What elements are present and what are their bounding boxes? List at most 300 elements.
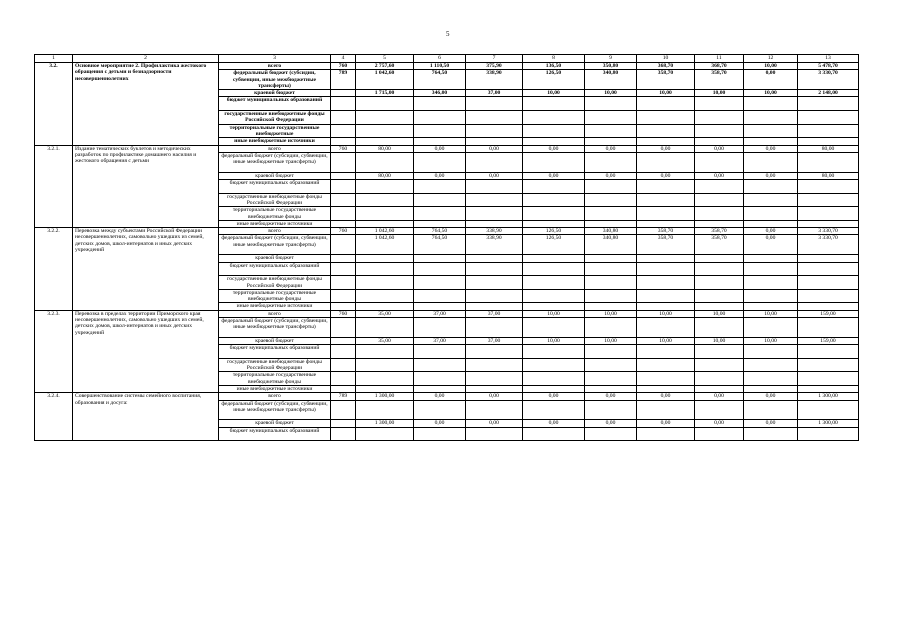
amount-cell: 2 148,00 [798,90,859,97]
funding-source: бюджет муниципальных образований [219,262,331,276]
amount-cell [585,255,637,262]
amount-cell: 338,90 [466,228,523,235]
amount-cell: 368,70 [637,63,695,70]
amount-cell [466,207,523,221]
amount-cell [798,138,859,145]
amount-cell: 0,00 [414,420,466,427]
funding-source: территориальные государственные внебюджетные фонды [219,289,331,303]
amount-cell [356,276,414,290]
table-row [35,393,859,400]
amount-cell [744,220,798,227]
funding-source: федеральный бюджет (субсидии, субвенции, иные межбюджетные трансферты) [219,235,331,255]
amount-cell: 35,00 [356,310,414,317]
amount-cell [637,289,695,303]
header-cell: 4 [331,55,356,63]
budget-code [331,180,356,194]
amount-cell [744,317,798,337]
amount-cell: 375,90 [466,63,523,70]
budget-code [331,97,356,111]
amount-cell: 338,90 [466,235,523,255]
page-number: 5 [446,30,450,38]
item-name: Издание тематических буклетов и методических разработок по профилактике домашнего насилия и жестокого обращения с детьми [73,145,219,228]
funding-source: иные внебюджетные источники [219,138,331,145]
header-cell: 11 [695,55,744,63]
amount-cell: 0,00 [744,235,798,255]
funding-source: иные внебюджетные источники [219,303,331,310]
amount-cell: 0,00 [466,172,523,179]
amount-cell [356,207,414,221]
amount-cell [414,138,466,145]
amount-cell: 1 042,60 [356,70,414,90]
amount-cell: 10,00 [695,310,744,317]
amount-cell [356,262,414,276]
amount-cell [744,276,798,290]
amount-cell: 80,00 [798,145,859,152]
amount-cell [523,400,585,420]
item-number: 3.2.2. [35,228,73,311]
amount-cell [585,385,637,392]
amount-cell [798,180,859,194]
amount-cell: 0,00 [637,145,695,152]
amount-cell: 80,00 [356,172,414,179]
amount-cell [585,124,637,138]
budget-code [331,90,356,97]
amount-cell [466,111,523,125]
amount-cell [637,152,695,172]
funding-source: государственные внебюджетные фонды Российской Федерации [219,193,331,207]
amount-cell [695,289,744,303]
amount-cell [356,180,414,194]
funding-source: краевой бюджет [219,90,331,97]
budget-code: 789 [331,70,356,90]
amount-cell [798,317,859,337]
amount-cell: 0,00 [695,393,744,400]
funding-source: всего [219,310,331,317]
funding-source: всего [219,145,331,152]
amount-cell [637,276,695,290]
amount-cell: 0,00 [523,145,585,152]
amount-cell [695,111,744,125]
amount-cell: 0,00 [744,393,798,400]
amount-cell: 159,00 [798,337,859,344]
amount-cell [695,385,744,392]
amount-cell [414,358,466,372]
amount-cell [356,152,414,172]
budget-code [331,111,356,125]
amount-cell: 37,00 [466,90,523,97]
amount-cell [466,97,523,111]
amount-cell [798,303,859,310]
budget-code: 760 [331,310,356,317]
amount-cell: 37,00 [414,310,466,317]
amount-cell: 5 478,70 [798,63,859,70]
amount-cell [466,345,523,359]
funding-source: бюджет муниципальных образований [219,97,331,111]
amount-cell: 3 330,70 [798,235,859,255]
amount-cell [523,124,585,138]
amount-cell [637,180,695,194]
amount-cell: 126,50 [523,70,585,90]
amount-cell [798,358,859,372]
table-row [35,145,859,152]
amount-cell [695,207,744,221]
item-number: 3.2. [35,63,73,146]
amount-cell [523,317,585,337]
funding-source: бюджет муниципальных образований [219,180,331,194]
amount-cell [356,193,414,207]
item-name: Основное мероприятие 2. Профилактика жестокого обращения с детьми и безнадзорности несовершеннолетних [73,63,219,146]
amount-cell [466,276,523,290]
amount-cell: 358,70 [637,235,695,255]
amount-cell: 764,50 [414,70,466,90]
amount-cell [466,124,523,138]
budget-code [331,172,356,179]
amount-cell [585,427,637,441]
amount-cell [585,97,637,111]
amount-cell: 10,00 [637,310,695,317]
header-cell: 10 [637,55,695,63]
budget-code [331,385,356,392]
budget-code [331,289,356,303]
amount-cell: 10,00 [744,337,798,344]
amount-cell [466,193,523,207]
header-cell: 3 [219,55,331,63]
amount-cell [585,289,637,303]
amount-cell: 136,50 [523,63,585,70]
amount-cell [744,255,798,262]
amount-cell [798,193,859,207]
item-name: Совершенствование системы семейного воспитания, образования и досуга: [73,393,219,441]
amount-cell [798,262,859,276]
amount-cell [695,372,744,386]
funding-source: государственные внебюджетные фонды Российской Федерации [219,276,331,290]
amount-cell [744,372,798,386]
amount-cell [695,220,744,227]
amount-cell: 0,00 [414,145,466,152]
budget-code [331,372,356,386]
amount-cell: 10,00 [695,90,744,97]
amount-cell [585,317,637,337]
amount-cell [585,262,637,276]
amount-cell [695,97,744,111]
funding-source: всего [219,63,331,70]
amount-cell: 0,00 [585,145,637,152]
amount-cell: 0,00 [414,172,466,179]
amount-cell [466,358,523,372]
amount-cell: 0,00 [523,393,585,400]
amount-cell: 1 300,00 [356,420,414,427]
amount-cell: 10,00 [637,90,695,97]
amount-cell [585,276,637,290]
amount-cell [466,220,523,227]
amount-cell [414,385,466,392]
amount-cell: 0,00 [637,393,695,400]
funding-source: иные внебюджетные источники [219,385,331,392]
funding-source: всего [219,393,331,400]
amount-cell [744,400,798,420]
amount-cell [523,97,585,111]
funding-source: бюджет муниципальных образований [219,427,331,441]
amount-cell [523,303,585,310]
budget-code [331,317,356,337]
amount-cell [523,385,585,392]
amount-cell: 10,00 [744,90,798,97]
amount-cell [585,152,637,172]
amount-cell: 0,00 [744,172,798,179]
amount-cell [744,207,798,221]
amount-cell [744,358,798,372]
amount-cell [414,317,466,337]
amount-cell [356,400,414,420]
budget-code [331,138,356,145]
amount-cell [798,372,859,386]
amount-cell [466,317,523,337]
amount-cell [523,193,585,207]
amount-cell [585,180,637,194]
budget-code: 760 [331,228,356,235]
amount-cell [744,138,798,145]
amount-cell [414,372,466,386]
amount-cell [744,289,798,303]
amount-cell [585,138,637,145]
amount-cell [414,207,466,221]
amount-cell: 10,00 [585,90,637,97]
amount-cell [466,427,523,441]
amount-cell [798,345,859,359]
funding-source: краевой бюджет [219,172,331,179]
budget-code [331,427,356,441]
amount-cell: 80,00 [798,172,859,179]
amount-cell [523,289,585,303]
amount-cell [356,317,414,337]
amount-cell: 358,70 [637,228,695,235]
amount-cell [585,193,637,207]
amount-cell: 1 042,60 [356,235,414,255]
funding-source: краевой бюджет [219,420,331,427]
table-row [35,310,859,317]
header-cell: 9 [585,55,637,63]
amount-cell: 37,00 [466,337,523,344]
amount-cell [744,97,798,111]
amount-cell: 10,00 [523,90,585,97]
amount-cell: 358,70 [637,70,695,90]
amount-cell: 1 715,00 [356,90,414,97]
amount-cell [523,111,585,125]
funding-source: федеральный бюджет (субсидии, субвенции, иные межбюджетные трансферты) [219,317,331,337]
amount-cell [523,372,585,386]
amount-cell [695,193,744,207]
amount-cell: 1 300,00 [798,420,859,427]
amount-cell [523,345,585,359]
amount-cell: 80,00 [356,145,414,152]
table-header-row [35,55,859,63]
amount-cell [356,372,414,386]
amount-cell [695,152,744,172]
amount-cell [466,400,523,420]
budget-code [331,420,356,427]
header-cell: 2 [73,55,219,63]
amount-cell [695,180,744,194]
header-cell: 13 [798,55,859,63]
funding-source: краевой бюджет [219,337,331,344]
amount-cell [637,345,695,359]
amount-cell [414,345,466,359]
amount-cell [744,262,798,276]
budget-code [331,262,356,276]
amount-cell: 358,70 [695,235,744,255]
header-cell: 12 [744,55,798,63]
amount-cell [356,427,414,441]
amount-cell [695,303,744,310]
amount-cell [414,193,466,207]
amount-cell: 1 300,00 [798,393,859,400]
amount-cell: 338,90 [466,70,523,90]
funding-source: бюджет муниципальных образований [219,345,331,359]
header-cell: 6 [414,55,466,63]
item-name: Перевозка в пределах территории Приморского края несовершеннолетних, самовольно ушедших из семей, детских домов, школ-интернатов и иных детских учреждений [73,310,219,393]
funding-source: всего [219,228,331,235]
amount-cell [695,427,744,441]
amount-cell [744,180,798,194]
amount-cell [523,255,585,262]
amount-cell [585,303,637,310]
funding-source: краевой бюджет [219,255,331,262]
amount-cell: 2 757,60 [356,63,414,70]
amount-cell: 10,00 [523,337,585,344]
amount-cell [414,220,466,227]
amount-cell: 0,00 [637,172,695,179]
amount-cell: 350,80 [585,63,637,70]
amount-cell [356,303,414,310]
amount-cell [637,138,695,145]
amount-cell [637,220,695,227]
amount-cell [637,385,695,392]
table-row [35,228,859,235]
amount-cell: 1 042,60 [356,228,414,235]
funding-source: федеральный бюджет (субсидии, субвенции, иные межбюджетные трансферты) [219,152,331,172]
amount-cell [798,427,859,441]
header-cell: 5 [356,55,414,63]
amount-cell: 0,00 [523,172,585,179]
budget-code [331,345,356,359]
amount-cell [523,180,585,194]
amount-cell [744,427,798,441]
funding-source: государственные внебюджетные фонды Российской Федерации [219,111,331,125]
amount-cell [798,400,859,420]
amount-cell: 0,00 [585,393,637,400]
amount-cell: 10,00 [585,337,637,344]
budget-code: 760 [331,63,356,70]
funding-source: территориальные государственные внебюджетные [219,124,331,138]
amount-cell [356,345,414,359]
amount-cell [585,345,637,359]
amount-cell [523,152,585,172]
amount-cell: 0,00 [695,420,744,427]
amount-cell [744,385,798,392]
amount-cell: 37,00 [414,337,466,344]
amount-cell [585,358,637,372]
amount-cell [356,255,414,262]
item-number: 3.2.1. [35,145,73,228]
amount-cell: 0,00 [414,393,466,400]
amount-cell [414,152,466,172]
funding-source: территориальные государственные внебюджетные фонды [219,372,331,386]
amount-cell: 10,00 [523,310,585,317]
header-cell: 7 [466,55,523,63]
amount-cell [798,111,859,125]
amount-cell: 3 330,70 [798,228,859,235]
amount-cell [637,97,695,111]
amount-cell: 340,80 [585,70,637,90]
budget-table [34,54,859,441]
amount-cell [744,111,798,125]
amount-cell [744,124,798,138]
amount-cell [466,152,523,172]
amount-cell [356,358,414,372]
budget-code [331,337,356,344]
amount-cell [356,385,414,392]
budget-code [331,207,356,221]
budget-code [331,124,356,138]
amount-cell: 0,00 [744,420,798,427]
amount-cell [798,276,859,290]
amount-cell: 37,00 [466,310,523,317]
amount-cell: 0,00 [695,172,744,179]
amount-cell: 0,00 [585,172,637,179]
amount-cell [523,427,585,441]
amount-cell [523,262,585,276]
item-number: 3.2.4. [35,393,73,441]
amount-cell: 0,00 [744,145,798,152]
amount-cell [637,193,695,207]
amount-cell [695,317,744,337]
amount-cell: 10,00 [744,63,798,70]
amount-cell: 340,80 [585,235,637,255]
amount-cell [585,207,637,221]
amount-cell [695,276,744,290]
budget-code [331,276,356,290]
amount-cell [466,385,523,392]
amount-cell [637,124,695,138]
amount-cell [466,180,523,194]
amount-cell [798,97,859,111]
amount-cell [466,289,523,303]
amount-cell: 10,00 [637,337,695,344]
amount-cell: 10,00 [585,310,637,317]
budget-code [331,235,356,255]
amount-cell: 340,80 [585,228,637,235]
amount-cell [414,427,466,441]
amount-cell: 159,00 [798,310,859,317]
amount-cell: 346,00 [414,90,466,97]
amount-cell [414,262,466,276]
amount-cell: 0,00 [466,420,523,427]
amount-cell [414,400,466,420]
amount-cell [466,262,523,276]
amount-cell [798,207,859,221]
amount-cell: 35,00 [356,337,414,344]
budget-code [331,303,356,310]
amount-cell: 0,00 [466,393,523,400]
amount-cell [637,358,695,372]
amount-cell [466,255,523,262]
amount-cell [798,152,859,172]
budget-code [331,152,356,172]
budget-code: 760 [331,145,356,152]
amount-cell [585,400,637,420]
amount-cell [695,262,744,276]
item-name: Перевозка между субъектами Российской Федерации несовершеннолетних, самовольно ушедших из семей, детских домов, школ-интернатов и иных детских учреждений [73,228,219,311]
